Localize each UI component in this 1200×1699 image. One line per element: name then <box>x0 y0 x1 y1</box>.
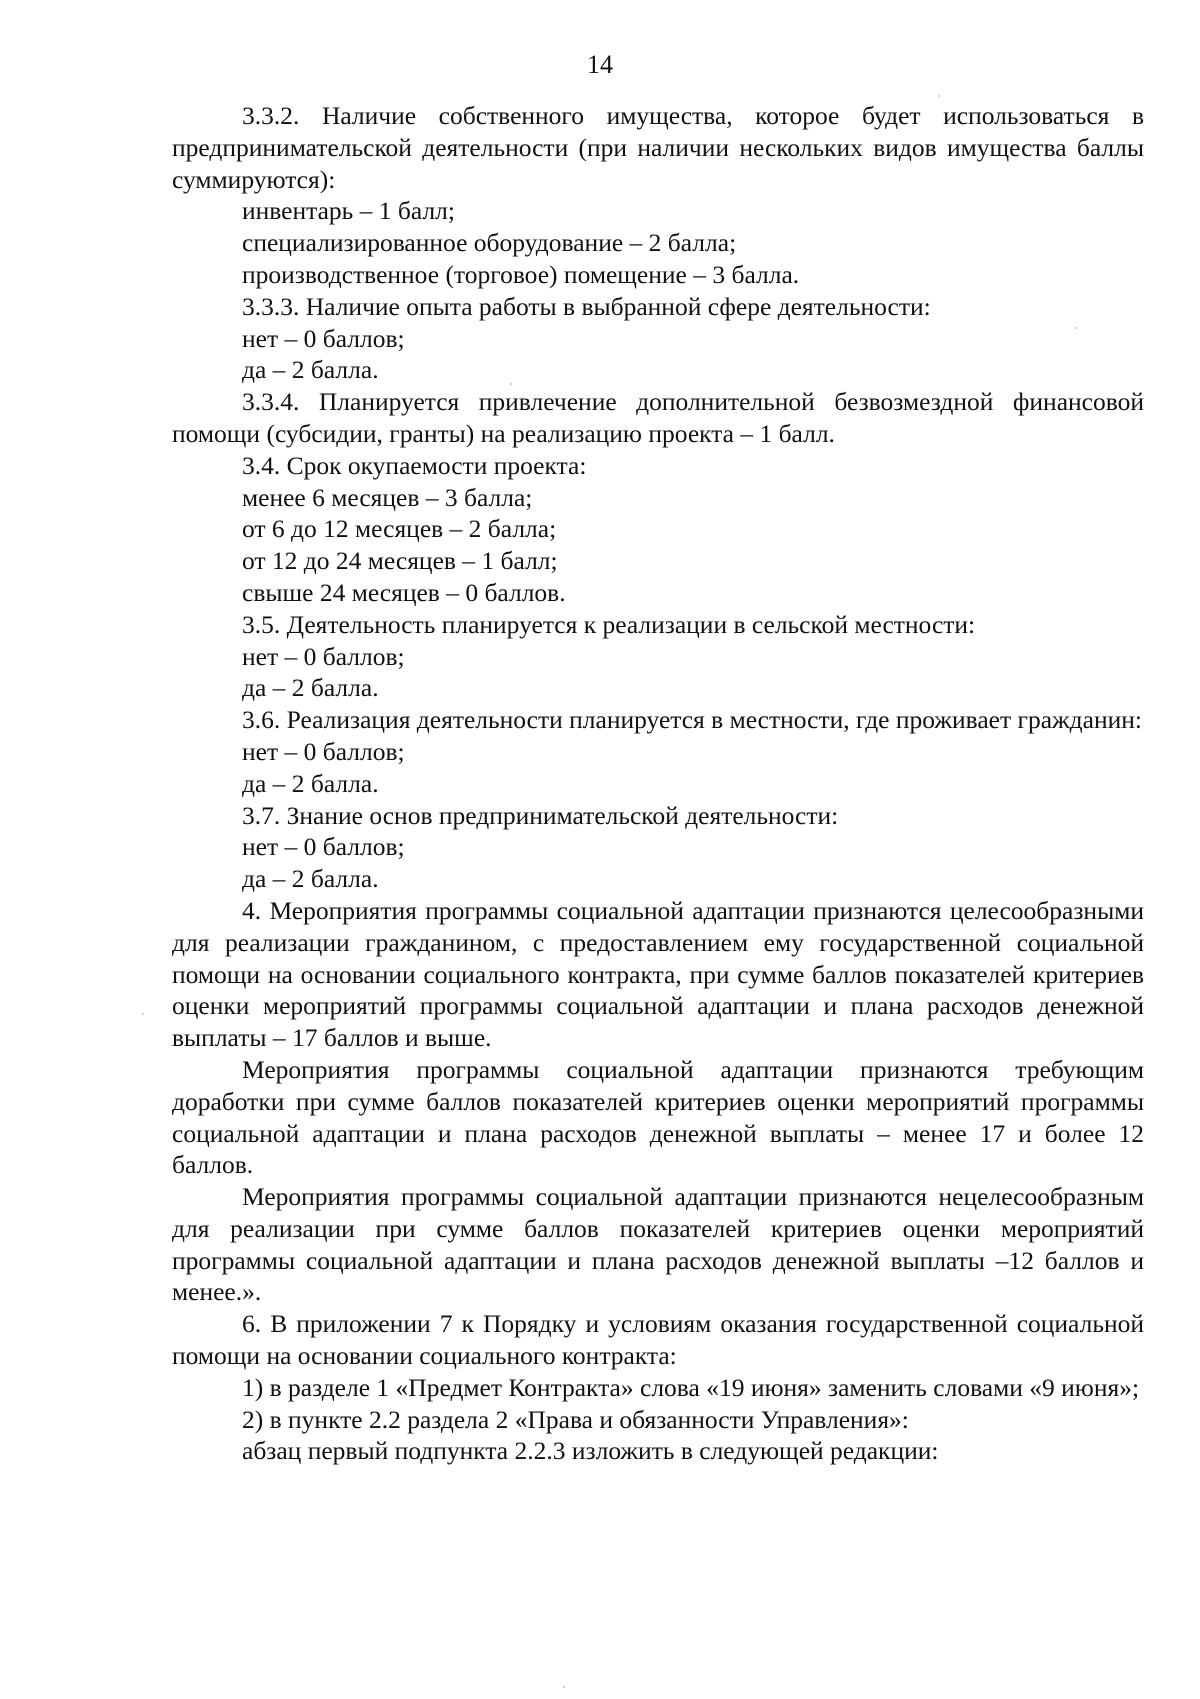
scan-speck <box>563 1686 565 1688</box>
list-item: 3.3.3. Наличие опыта работы в выбранной сфере деятельности: <box>242 291 931 321</box>
scan-speck <box>1075 327 1077 329</box>
paragraph: 3.3.2. Наличие собственного имущества, которое будет использоваться в предпринимательской деятельности (при наличии нескольких видов имущества баллы суммируются): <box>172 101 1144 194</box>
list-item: от 12 до 24 месяцев – 1 балл; <box>242 546 558 576</box>
scan-speck <box>510 383 512 385</box>
paragraph: 3.6. Реализация деятельности планируется в местности, где проживает гражданин: <box>242 705 1142 735</box>
list-item: да – 2 балла. <box>242 355 379 385</box>
paragraph: 6. В приложении 7 к Порядку и условиям оказания государственной социальной помощи на основании социального контракта: <box>172 1309 1144 1371</box>
list-item: 2) в пункте 2.2 раздела 2 «Права и обязанности Управления»: <box>242 1404 909 1434</box>
list-item: инвентарь – 1 балл; <box>242 196 455 226</box>
paragraph: 3.3.4. Планируется привлечение дополнительной безвозмездной финансовой помощи (субсидии, гранты) на реализацию проекта – 1 балл. <box>172 387 1144 448</box>
list-item: производственное (торговое) помещение – 3 балла. <box>242 259 800 289</box>
scan-speck <box>938 95 940 97</box>
list-item: да – 2 балла. <box>242 673 379 703</box>
paragraph: 4. Мероприятия программы социальной адаптации признаются целесообразными для реализации гражданином, с предоставлением ему государственной социальной помощи на основании социального контракта, при сумме баллов показателей критериев оценки мероприятий программы социальной адаптации и плана расходов денежной выплаты – 17 баллов и выше. <box>172 895 1144 1053</box>
paragraph: Мероприятия программы социальной адаптации признаются требующим доработки при сумме баллов показателей критериев оценки мероприятий программы социальной адаптации и плана расходов денежной выплаты – менее 17 и более 12 баллов. <box>172 1054 1144 1180</box>
scan-speck <box>142 1013 144 1015</box>
list-item: 3.7. Знание основ предпринимательской деятельности: <box>242 800 839 830</box>
list-item: от 6 до 12 месяцев – 2 балла; <box>242 514 557 544</box>
list-item: да – 2 балла. <box>242 864 379 894</box>
document-body <box>172 100 1144 1467</box>
list-item: да – 2 балла. <box>242 768 379 798</box>
list-item: свыше 24 месяцев – 0 баллов. <box>242 577 566 607</box>
list-item: специализированное оборудование – 2 балла; <box>242 228 737 258</box>
list-item: абзац первый подпункта 2.2.3 изложить в следующей редакции: <box>242 1436 939 1466</box>
list-item: нет – 0 баллов; <box>242 323 405 353</box>
list-item: нет – 0 баллов; <box>242 736 405 766</box>
list-item: нет – 0 баллов; <box>242 832 405 862</box>
list-item: 3.4. Срок окупаемости проекта: <box>242 450 587 480</box>
list-item: 3.5. Деятельность планируется к реализации в сельской местности: <box>242 609 976 639</box>
list-item: нет – 0 баллов; <box>242 641 405 671</box>
paragraph: 1) в разделе 1 «Предмет Контракта» слова «19 июня» заменить словами «9 июня»; <box>242 1372 1140 1402</box>
page-number: 14 <box>587 50 613 79</box>
list-item: менее 6 месяцев – 3 балла; <box>242 482 533 512</box>
paragraph: Мероприятия программы социальной адаптации признаются нецелесообразным для реализации при сумме баллов показателей критериев оценки мероприятий программы социальной адаптации и плана расходов денежной выплаты –12 баллов и менее.». <box>172 1182 1144 1307</box>
